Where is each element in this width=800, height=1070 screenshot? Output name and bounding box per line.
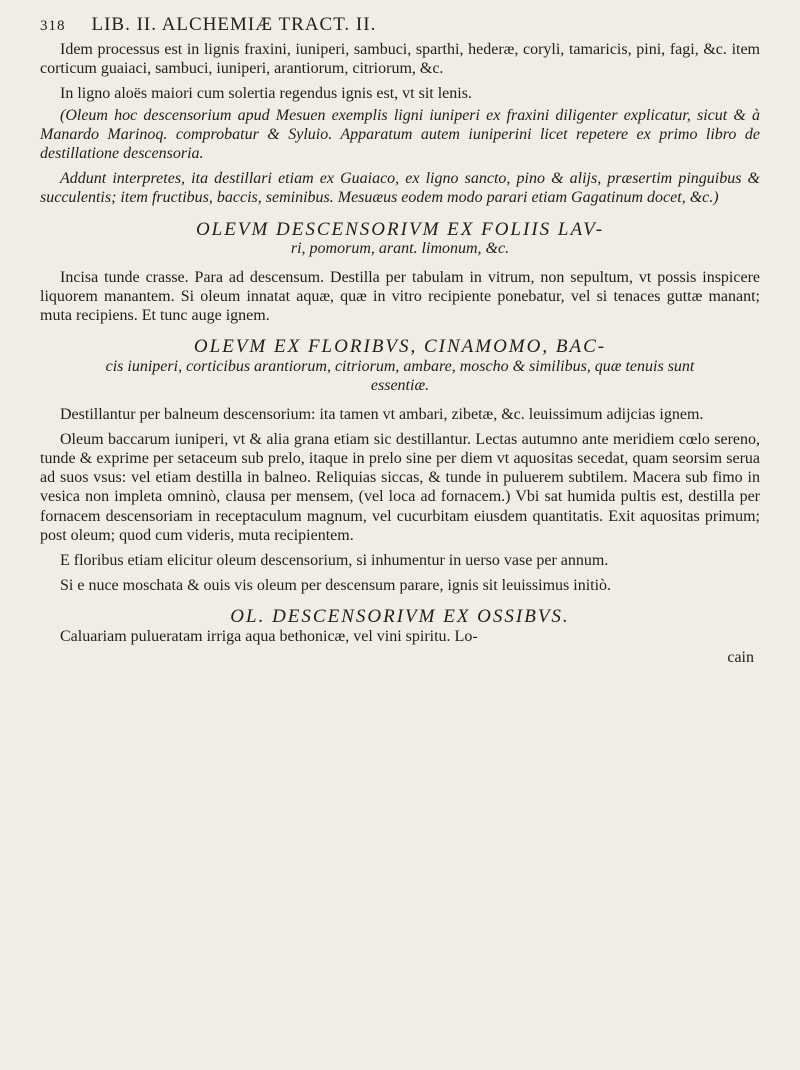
section-heading: OLEVM EX FLORIBVS, CINAMOMO, BAC- [193,336,607,358]
paragraph: Caluariam pulueratam irriga aqua bethonicæ, vel vini spiritu. Lo- [60,627,478,645]
page-header [40,14,760,36]
paragraph: Incisa tunde crasse. Para ad descensum. Destilla per tabulam in vitrum, non sepultum, vt possis inspicere liquorem manantem. Si oleum innatat aquæ, quæ in vitro recipiente ponebatur, vel si tenaces guttæ manant; muta recipiens. Et tunc auge ignem. [40,268,760,325]
annotation-paragraph: Addunt interpretes, ita destillari etiam ex Guaiaco, ex ligno sancto, pino & alijs, præsertim pinguibus & succulentis; item fructibus, baccis, seminibus. Mesuæus eodem modo parari etiam Gagatinum docet, &c.) [40,170,760,207]
section-heading: OLEVM DESCENSORIVM EX FOLIIS LAV- [195,218,605,240]
section-heading: OL. DESCENSORIVM EX OSSIBVS. [230,606,570,628]
section-subheading: ri, pomorum, arant. limonum, &c. [290,239,510,257]
paragraph: Oleum baccarum iuniperi, vt & alia grana etiam sic destillantur. Lectas autumno ante meridiem cœlo sereno, tunde & exprime per setaceum sub prelo, itaque in prelo sine per diem vt aquositas secedat, quam seorsim serua ad suos vsus: vel etiam destilla in balneo. Reliquias siccas, & tunde in puluerem subtilem. Macera sub fimo in vesica non impleta omninò, clausa per mensem, (vel loca ad fornacem.) Vbi sat humida pultis est, destilla per fornacem descensoriam in receptaculum magnum, vel cucurbitam eiusdem quantitatis. Exit aquositas primum; post oleum; quod cum videris, muta recipientem. [40,430,760,544]
paragraph: E floribus etiam elicitur oleum descensorium, si inhumentur in uerso vase per annum. [60,552,609,570]
paragraph: Si e nuce moschata & ouis vis oleum per descensum parare, ignis sit leuissimus initiò. [60,577,612,595]
paragraph: In ligno aloës maiori cum solertia regendus ignis est, vt sit lenis. [60,85,472,103]
body-text [40,40,760,667]
page-number: 318 [40,18,66,34]
annotation-paragraph: (Oleum hoc descensorium apud Mesuen exemplis ligni iuniperi ex fraxini diligenter explicatur, sicut & à Manardo Marinoq. comprobatur & Syluio. Apparatum autem iuniperini licet repetere ex primo libro de destillatione descensoria. [40,106,760,163]
catchword: cain [727,648,754,666]
section-subheading: cis iuniperi, corticibus arantiorum, citriorum, ambare, moscho & similibus, quæ tenuis sunt essentiæ. [105,357,695,394]
running-title: LIB. II. ALCHEMIÆ TRACT. II. [91,14,377,35]
paragraph: Destillantur per balneum descensorium: ita tamen vt ambari, zibetæ, &c. leuissimum adijcias ignem. [60,405,704,423]
paragraph: Idem processus est in lignis fraxini, iuniperi, sambuci, sparthi, hederæ, coryli, tamaricis, pini, fagi, &c. item corticum guaiaci, sambuci, iuniperi, arantiorum, citriorum, &c. [40,41,760,78]
